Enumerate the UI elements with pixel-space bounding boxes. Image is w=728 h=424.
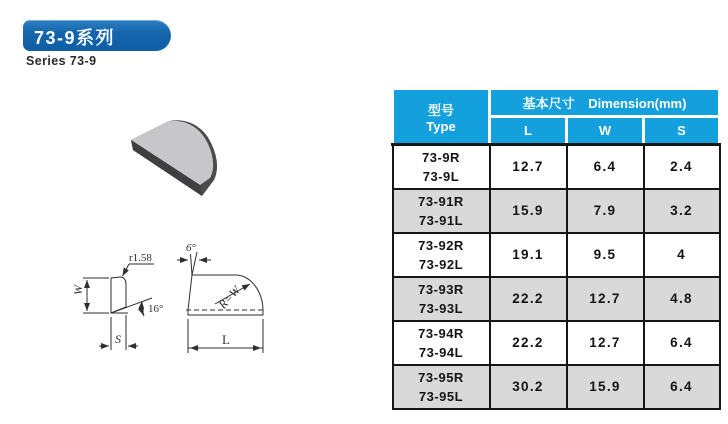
value-w: 12.7: [567, 277, 644, 321]
table-row: [393, 321, 720, 365]
model-l: 73-94L: [418, 344, 464, 360]
model-cell: [393, 233, 490, 277]
col-header-type-cn: 型号: [427, 102, 454, 118]
model-l: 73-93L: [418, 300, 464, 316]
value-s: 3.2: [644, 189, 720, 233]
value-w: 15.9: [567, 365, 644, 409]
value-w: 9.5: [567, 233, 644, 277]
value-l: 19.1: [490, 233, 567, 277]
radius-eq-label: R=W: [215, 283, 244, 312]
model-r: 73-91R: [418, 193, 464, 209]
model-cell: [393, 321, 490, 365]
width-dim-label: W: [71, 285, 85, 295]
col-header-type: [393, 89, 490, 145]
dimension-label-en: Dimension(mm): [588, 96, 687, 111]
value-s: 2.4: [644, 145, 720, 189]
col-header-dimension: [490, 89, 720, 117]
spec-table: [391, 87, 721, 410]
model-cell: [393, 189, 490, 233]
back-angle-label: 6°: [186, 242, 196, 254]
thickness-dim-label: S: [115, 332, 121, 346]
value-w: 7.9: [567, 189, 644, 233]
value-l: 30.2: [490, 365, 567, 409]
value-s: 4: [644, 233, 720, 277]
value-s: 6.4: [644, 321, 720, 365]
dimension-label-cn: 基本尺寸: [522, 96, 575, 111]
front-angle-label: 16°: [148, 303, 164, 315]
series-title-cn: 73-9系列: [34, 28, 116, 48]
model-l: 73-91L: [418, 212, 464, 228]
side-view-outline: [111, 277, 126, 313]
value-s: 4.8: [644, 277, 720, 321]
value-w: 12.7: [567, 321, 644, 365]
series-title-en: Series 73-9: [26, 54, 97, 68]
model-l: 73-9L: [422, 168, 460, 184]
value-s: 6.4: [644, 365, 720, 409]
length-dim-label: L: [222, 332, 230, 347]
col-header-l: L: [490, 117, 567, 145]
table-row: [393, 189, 720, 233]
model-r: 73-9R: [422, 149, 460, 165]
model-r: 73-95R: [418, 369, 464, 385]
model-cell: [393, 277, 490, 321]
radius-dim-label: r1.58: [129, 252, 152, 264]
value-l: 15.9: [490, 189, 567, 233]
model-r: 73-92R: [418, 237, 464, 253]
value-l: 12.7: [490, 145, 567, 189]
table-row: [393, 277, 720, 321]
product-photo: [108, 108, 242, 208]
model-cell: [393, 145, 490, 189]
table-row: [393, 145, 720, 189]
table-row: [393, 365, 720, 409]
model-r: 73-94R: [418, 325, 464, 341]
col-header-w: W: [567, 117, 644, 145]
model-l: 73-92L: [418, 256, 464, 272]
model-r: 73-93R: [418, 281, 464, 297]
value-l: 22.2: [490, 277, 567, 321]
value-l: 22.2: [490, 321, 567, 365]
table-row: [393, 233, 720, 277]
model-cell: [393, 365, 490, 409]
col-header-s: S: [644, 117, 720, 145]
series-banner: [23, 20, 171, 51]
col-header-type-en: Type: [426, 118, 456, 134]
value-w: 6.4: [567, 145, 644, 189]
model-l: 73-95L: [418, 388, 464, 404]
technical-drawing: [30, 238, 340, 378]
